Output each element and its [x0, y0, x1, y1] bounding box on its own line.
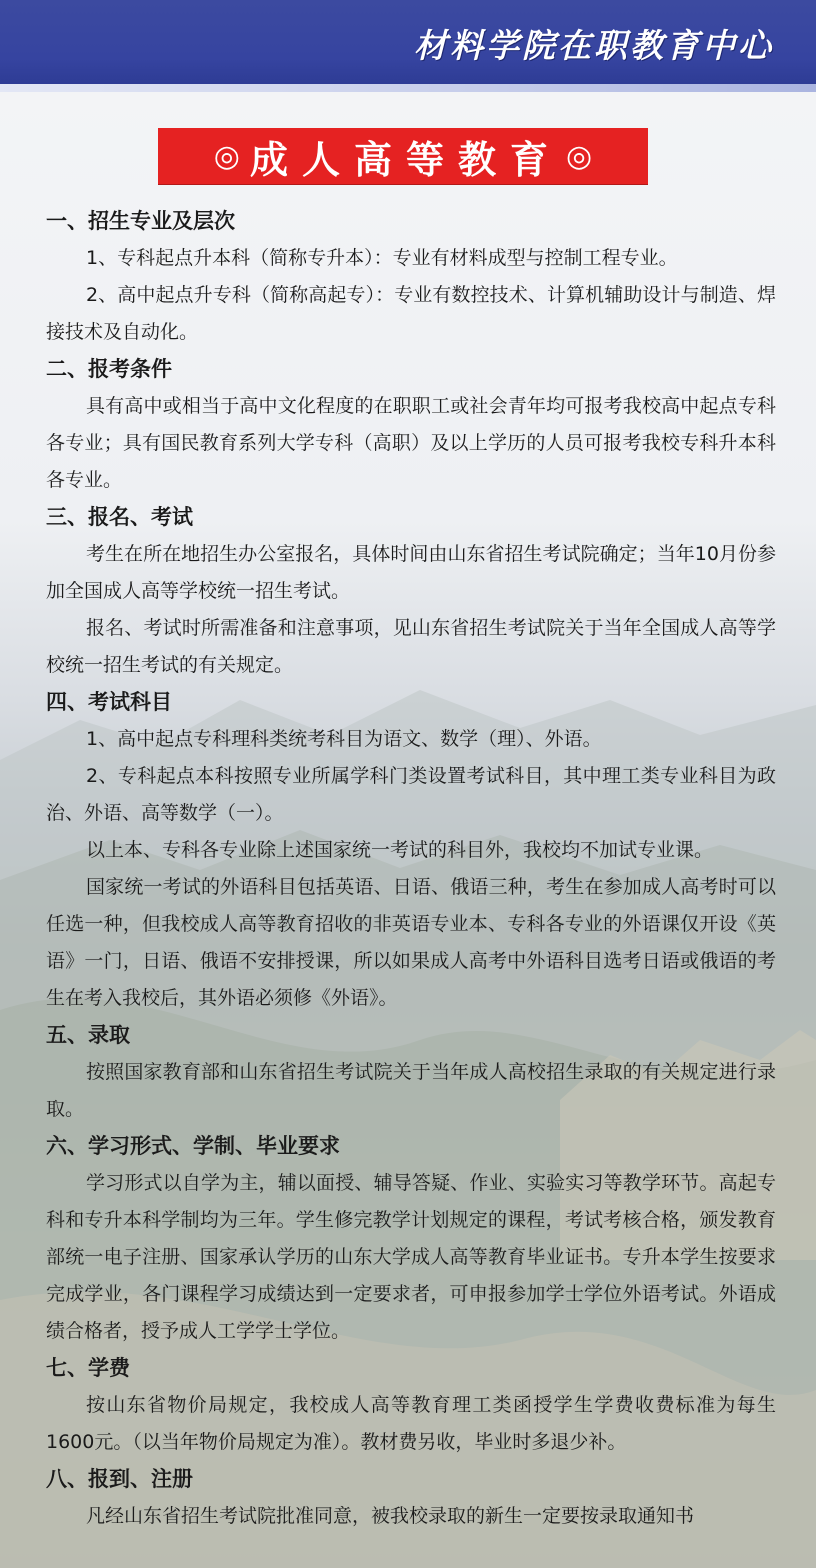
banner-title: 成人高等教育	[249, 136, 562, 182]
section-title: 四、考试科目	[46, 690, 172, 714]
paragraph: 2、高中起点升专科（简称高起专）：专业有数控技术、计算机辅助设计与制造、焊接技术及自动化。	[46, 284, 776, 343]
paragraph: 考生在所在地招生办公室报名，具体时间由山东省招生考试院确定；当年10月份参加全国成人高等学校统一招生考试。	[46, 543, 776, 602]
section-title: 六、学习形式、学制、毕业要求	[46, 1134, 340, 1158]
paragraph: 按山东省物价局规定，我校成人高等教育理工类函授学生学费收费标准为每生1600元。（以当年物价局规定为准）。教材费另收，毕业时多退少补。	[46, 1394, 776, 1453]
section	[46, 1128, 776, 1350]
paragraph: 国家统一考试的外语科目包括英语、日语、俄语三种，考生在参加成人高考时可以任选一种，但我校成人高等教育招收的非英语专业本、专科各专业的外语课仅开设《英语》一门，日语、俄语不安排授课，所以如果成人高考中外语科目选考日语或俄语的考生在考入我校后，其外语必须修《外语》。	[46, 876, 776, 1009]
header-title: 材料学院在职教育中心	[414, 26, 774, 65]
document-body	[46, 203, 776, 1535]
paragraph: 学习形式以自学为主，辅以面授、辅导答疑、作业、实验实习等教学环节。高起专科和专升本科学制均为三年。学生修完教学计划规定的课程，考试考核合格，颁发教育部统一电子注册、国家承认学历的山东大学成人高等教育毕业证书。专升本学生按要求完成学业，各门课程学习成绩达到一定要求者，可申报参加学士学位外语考试。外语成绩合格者，授予成人工学学士学位。	[46, 1172, 776, 1342]
section	[46, 684, 776, 1017]
paragraph: 以上本、专科各专业除上述国家统一考试的科目外，我校均不加试专业课。	[86, 839, 714, 861]
paragraph: 具有高中或相当于高中文化程度的在职职工或社会青年均可报考我校高中起点专科各专业；具有国民教育系列大学专科（高职）及以上学历的人员可报考我校专科升本科各专业。	[46, 395, 776, 491]
section-title: 二、报考条件	[46, 357, 172, 381]
header-strip	[0, 84, 816, 92]
section-title: 五、录取	[46, 1023, 130, 1047]
paragraph: 按照国家教育部和山东省招生考试院关于当年成人高校招生录取的有关规定进行录取。	[46, 1061, 776, 1120]
section	[46, 499, 776, 684]
section	[46, 1350, 776, 1461]
section	[46, 203, 776, 351]
paragraph: 1、专科起点升本科（简称专升本）：专业有材料成型与控制工程专业。	[86, 247, 678, 269]
section-title: 八、报到、注册	[46, 1467, 193, 1491]
paragraph: 1、高中起点专科理科类统考科目为语文、数学（理）、外语。	[86, 728, 602, 750]
section-title: 七、学费	[46, 1356, 130, 1380]
double-circle-icon: ◎	[566, 138, 593, 174]
section	[46, 1461, 776, 1535]
paragraph: 2、专科起点本科按照专业所属学科门类设置考试科目，其中理工类专业科目为政治、外语、高等数学（一）。	[46, 765, 776, 824]
section	[46, 1017, 776, 1128]
paragraph: 凡经山东省招生考试院批准同意，被我校录取的新生一定要按录取通知书	[86, 1505, 695, 1527]
double-circle-icon: ◎	[213, 138, 240, 174]
paragraph: 报名、考试时所需准备和注意事项，见山东省招生考试院关于当年全国成人高等学校统一招生考试的有关规定。	[46, 617, 776, 676]
section-banner	[158, 128, 648, 184]
section-title: 一、招生专业及层次	[46, 209, 235, 233]
section	[46, 351, 776, 499]
section-title: 三、报名、考试	[46, 505, 193, 529]
